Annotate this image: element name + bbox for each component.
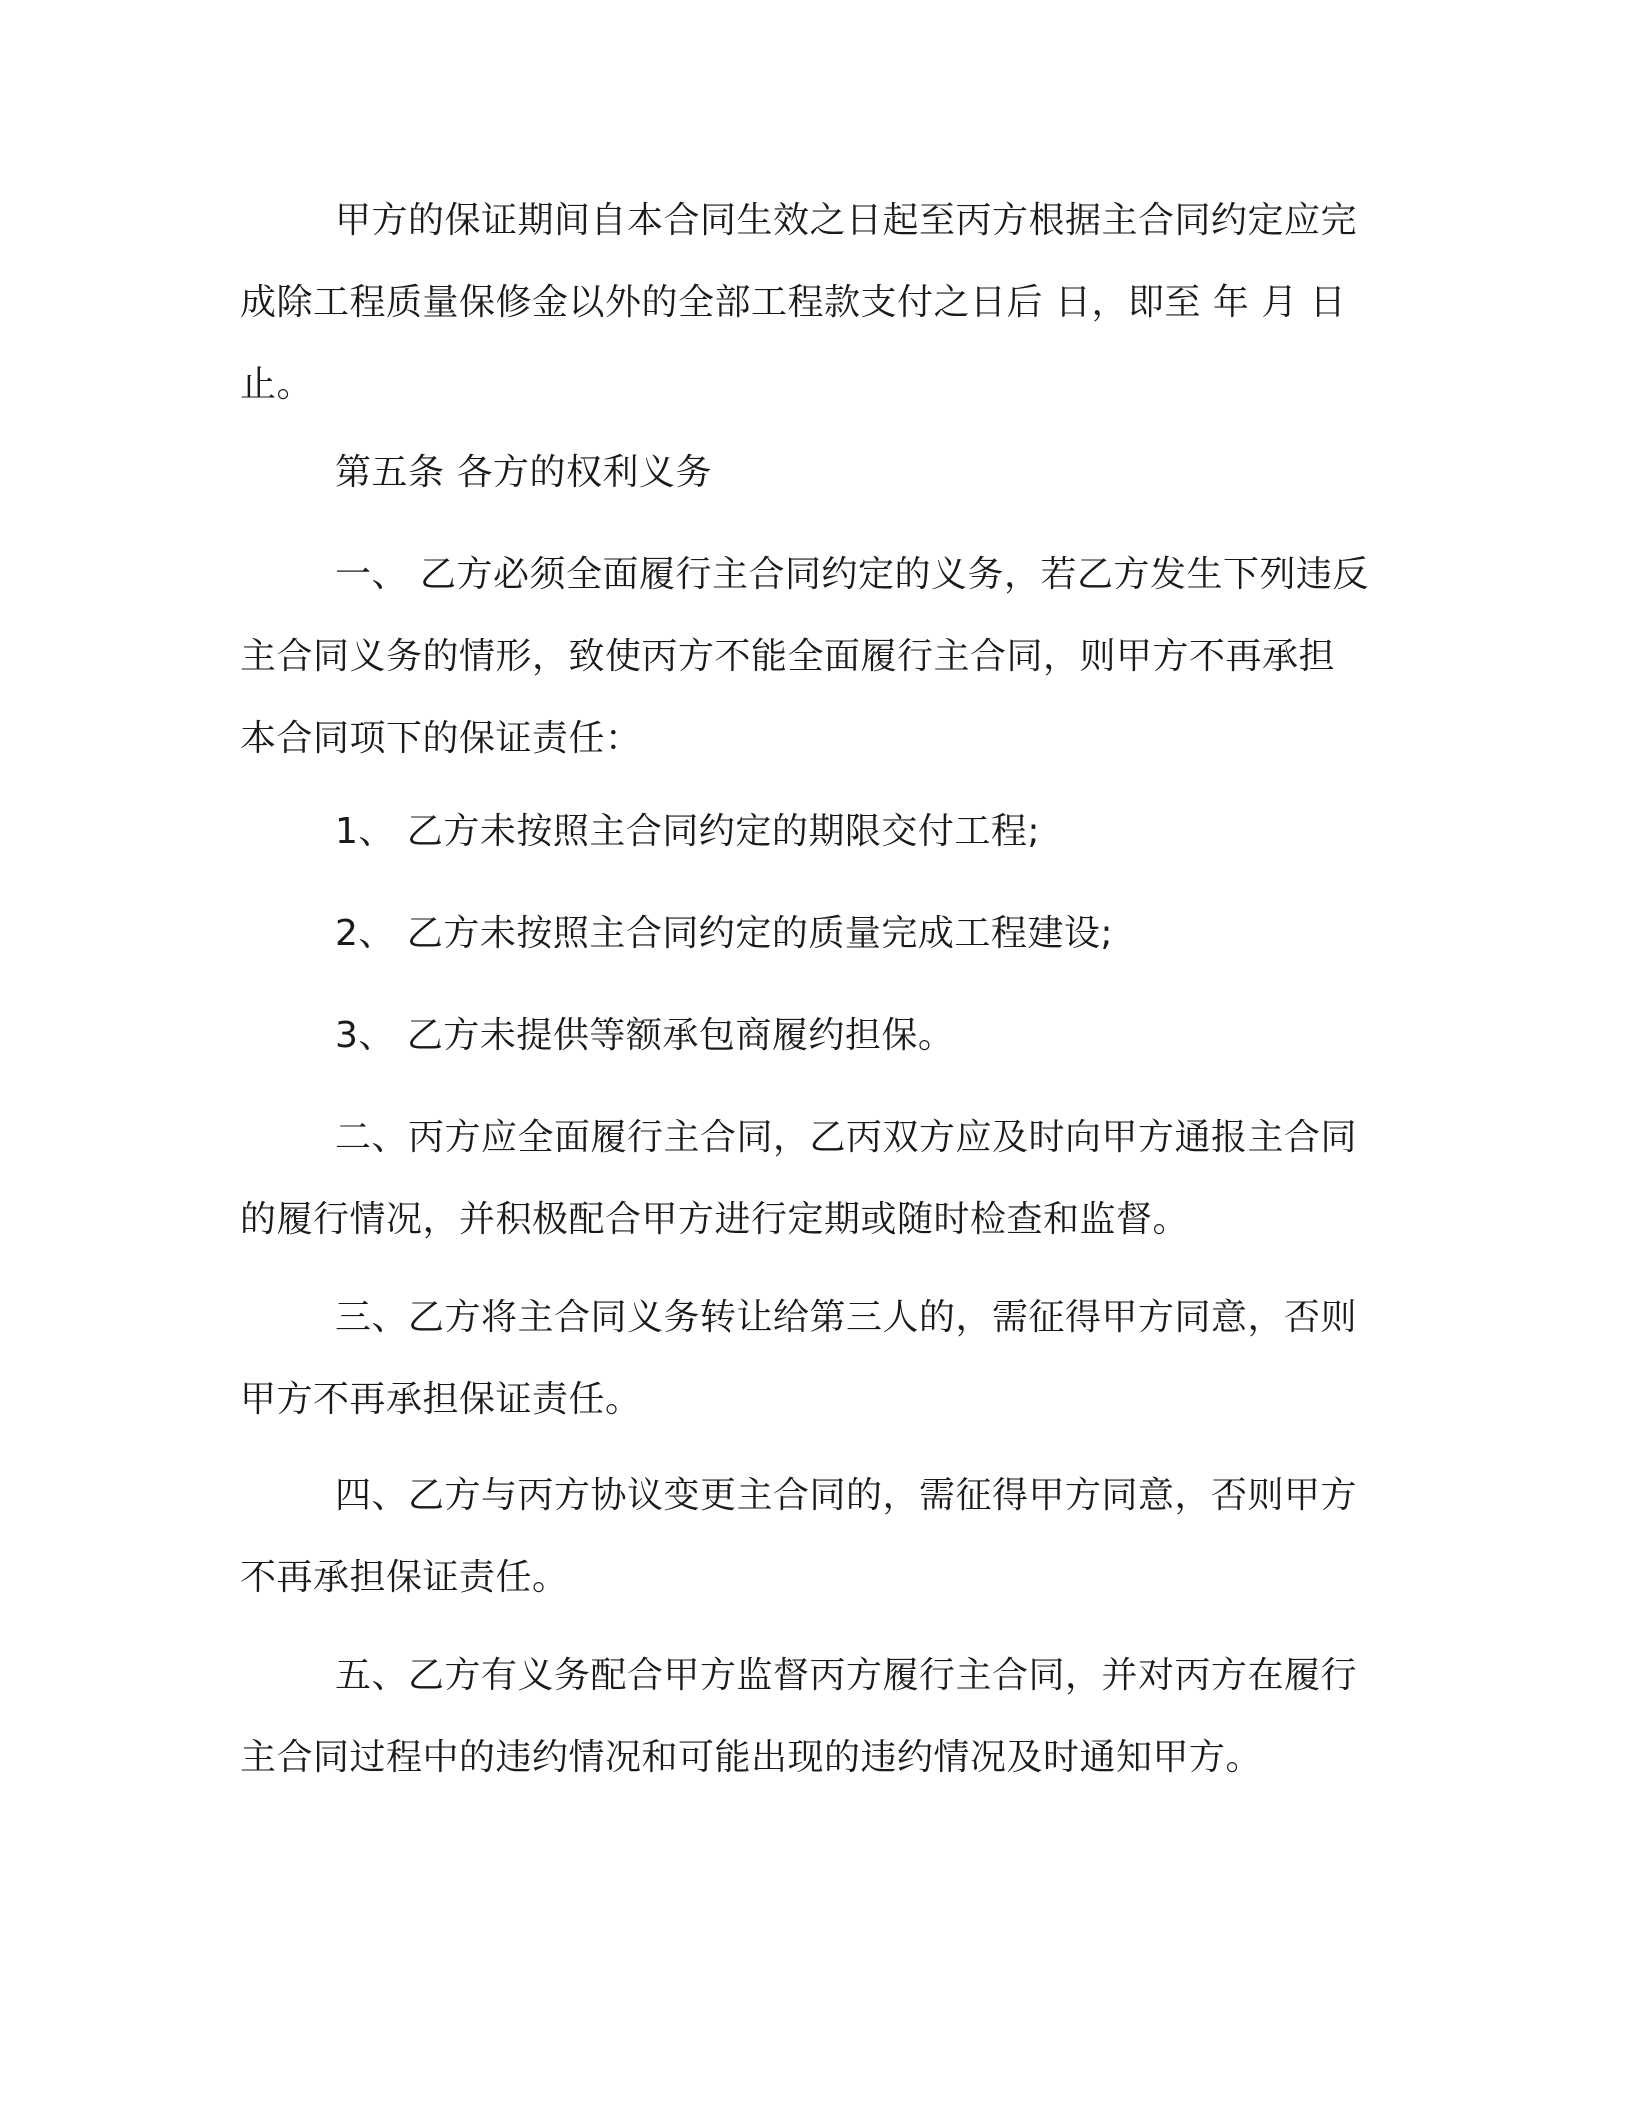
text-line: 一、 乙方必须全面履行主合同约定的义务，若乙方发生下列违反 [335,554,1369,595]
text-line: 1、 乙方未按照主合同约定的期限交付工程; [335,811,1040,852]
article-5-heading [240,432,1380,514]
text-line: 甲方不再承担保证责任。 [240,1379,642,1420]
text-line: 主合同义务的情形，致使丙方不能全面履行主合同，则甲方不再承担 [240,636,1336,677]
text-line: 第五条 各方的权利义务 [335,452,712,493]
paragraph-clause-2 [240,1097,1380,1261]
paragraph-clause-5 [240,1635,1380,1799]
paragraph-clause-3 [240,1277,1380,1441]
text-line: 二、丙方应全面履行主合同，乙丙双方应及时向甲方通报主合同 [335,1117,1358,1158]
text-line: 3、 乙方未提供等额承包商履约担保。 [335,1015,955,1056]
text-line: 2、 乙方未按照主合同约定的质量完成工程建设; [335,913,1113,954]
text-line: 本合同项下的保证责任： [240,718,642,759]
list-item-3 [240,995,1380,1077]
text-line: 五、乙方有义务配合甲方监督丙方履行主合同，并对丙方在履行 [335,1655,1358,1696]
paragraph-clause-4 [240,1455,1380,1619]
text-line: 不再承担保证责任。 [240,1557,569,1598]
text-line: 四、乙方与丙方协议变更主合同的，需征得甲方同意，否则甲方 [335,1475,1358,1516]
list-item-1 [240,791,1380,873]
text-line: 三、乙方将主合同义务转让给第三人的，需征得甲方同意，否则 [335,1297,1358,1338]
text-line: 的履行情况，并积极配合甲方进行定期或随时检查和监督。 [240,1199,1190,1240]
paragraph-guarantee-period [240,180,1380,426]
text-line: 甲方的保证期间自本合同生效之日起至丙方根据主合同约定应完 [335,200,1358,241]
text-line: 成除工程质量保修金以外的全部工程款支付之日后 日，即至 年 月 日 [240,282,1347,323]
paragraph-clause-1 [240,534,1380,780]
text-line: 止。 [240,364,314,405]
list-item-2 [240,893,1380,975]
text-line: 主合同过程中的违约情况和可能出现的违约情况及时通知甲方。 [240,1737,1263,1778]
